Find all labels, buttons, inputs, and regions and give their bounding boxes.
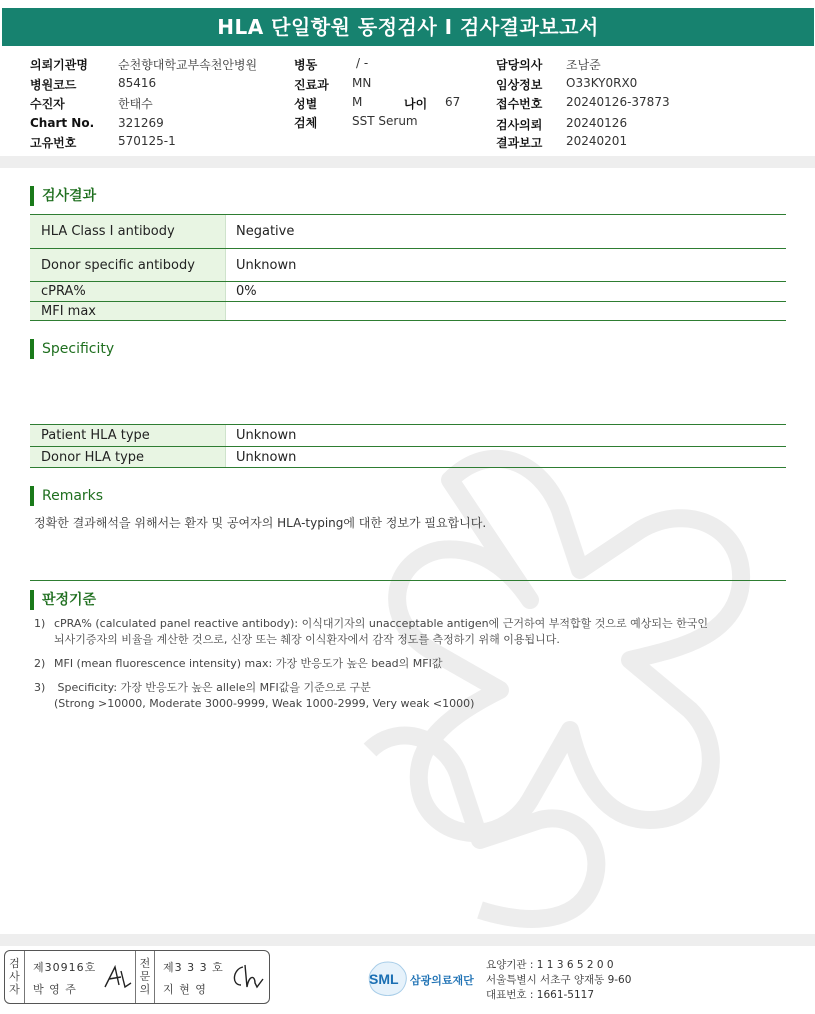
- label-clinical-info: 임상정보: [496, 78, 543, 92]
- row-label: MFI max: [30, 302, 226, 320]
- item-line: cPRA% (calculated panel reactive antibody): 이식대기자의 unacceptable antigen에 근거하여 부적합할 것으로 예상되는 한국인: [54, 617, 708, 630]
- label-requesting-institution: 의뢰기관명: [30, 58, 88, 72]
- reviewer-label: 전문의: [139, 957, 151, 996]
- org-address: 서울특별시 서초구 양재동 9-60: [486, 974, 632, 986]
- remarks-section-title: Remarks: [30, 486, 103, 506]
- sml-logo-mark-icon: [366, 960, 410, 996]
- label-receipt-no: 접수번호: [496, 97, 543, 111]
- label-chart-no: Chart No.: [30, 116, 95, 130]
- label-hospital-code: 병원코드: [30, 78, 77, 92]
- criteria-section-title: 판정기준: [30, 590, 96, 610]
- row-label: HLA Class I antibody: [30, 215, 226, 248]
- tester-vertical-label: [5, 951, 25, 1003]
- divider-band: [0, 156, 815, 168]
- value-age: 67: [445, 95, 461, 109]
- label-department: 진료과: [294, 78, 329, 92]
- results-table: [30, 214, 786, 321]
- value-receipt-no: 20240126-37873: [566, 95, 670, 109]
- item-number: 3): [34, 681, 46, 694]
- row-value: Unknown: [236, 257, 297, 273]
- value-doctor: 조남준: [566, 58, 601, 72]
- signature-box: [4, 950, 270, 1004]
- table-row: [30, 301, 786, 321]
- org-phone: 대표번호 : 1661-5117: [486, 989, 595, 1001]
- value-requesting-institution: 순천향대학교부속천안병원: [118, 58, 258, 72]
- label-unique-id: 고유번호: [30, 136, 77, 150]
- label-doctor: 담당의사: [496, 58, 543, 72]
- value-patient: 한태수: [118, 97, 153, 111]
- table-row: [30, 214, 786, 248]
- specificity-table: [30, 424, 786, 468]
- list-item: [34, 616, 774, 648]
- table-row: [30, 281, 786, 301]
- list-item: [34, 656, 774, 672]
- item-number: 1): [34, 617, 46, 630]
- specificity-section-title: Specificity: [30, 339, 114, 359]
- value-unique-id: 570125-1: [118, 134, 176, 148]
- reviewer-vertical-label: [135, 951, 155, 1003]
- list-item: [34, 680, 774, 712]
- value-specimen: SST Serum: [352, 114, 418, 128]
- footer-band: [0, 934, 815, 946]
- value-department: MN: [352, 76, 372, 90]
- row-value: 0%: [236, 284, 257, 299]
- item-line: Specificity: 가장 반응도가 높은 allele의 MFI값을 기준으로 구분: [54, 681, 371, 694]
- label-specimen: 검체: [294, 116, 318, 130]
- label-age: 나이: [404, 97, 428, 111]
- item-line: (Strong >10000, Moderate 3000-9999, Weak 1000-2999, Very weak <1000): [54, 697, 475, 710]
- tester-license-no: 제30916호: [33, 961, 97, 974]
- label-test-request: 검사의뢰: [496, 118, 543, 132]
- row-label: Patient HLA type: [30, 425, 226, 446]
- value-sex: M: [352, 95, 363, 109]
- results-section-title: 검사결과: [30, 186, 96, 206]
- org-code: 요양기관 : 1 1 3 6 5 2 0 0: [486, 959, 614, 971]
- table-row: [30, 424, 786, 446]
- value-test-request: 20240126: [566, 116, 628, 130]
- item-line: 뇌사기증자의 비율을 계산한 것으로, 신장 또는 췌장 이식환자에서 감작 정도를 측정하기 위해 이용됩니다.: [54, 633, 560, 646]
- label-ward: 병동: [294, 58, 318, 72]
- row-label: cPRA%: [30, 282, 226, 301]
- reviewer-license-no: 제3 3 3 호: [163, 961, 224, 974]
- report-title: HLA 단일항원 동정검사 I 검사결과보고서: [2, 8, 814, 46]
- item-number: 2): [34, 657, 46, 670]
- patient-header: [0, 54, 815, 154]
- reviewer-signature-icon: [227, 961, 265, 993]
- tester-signature-icon: [101, 963, 135, 993]
- org-info: [486, 958, 631, 1003]
- remarks-text: 정확한 결과해석을 위해서는 환자 및 공여자의 HLA-typing에 대한 정보가 필요합니다.: [34, 516, 487, 530]
- row-label: Donor specific antibody: [30, 249, 226, 281]
- value-ward: / -: [356, 56, 369, 70]
- value-hospital-code: 85416: [118, 76, 157, 90]
- value-chart-no: 321269: [118, 116, 164, 130]
- label-result-report: 결과보고: [496, 136, 543, 150]
- section-divider: [30, 580, 786, 581]
- row-value: [226, 302, 786, 320]
- row-value: Unknown: [236, 428, 297, 443]
- row-value: Negative: [236, 224, 295, 239]
- value-clinical-info: O33KY0RX0: [566, 76, 638, 90]
- criteria-list: [34, 616, 774, 720]
- label-sex: 성별: [294, 97, 318, 111]
- tester-name: 박 영 주: [33, 983, 77, 996]
- table-row: [30, 248, 786, 281]
- item-line: MFI (mean fluorescence intensity) max: 가장 반응도가 높은 bead의 MFI값: [54, 657, 443, 670]
- tester-label: 검사자: [9, 957, 20, 996]
- label-patient: 수진자: [30, 97, 65, 111]
- value-result-report: 20240201: [566, 134, 628, 148]
- org-name: 삼광의료재단: [410, 974, 474, 987]
- row-label: Donor HLA type: [30, 447, 226, 467]
- table-row: [30, 446, 786, 468]
- sml-logo-text: SML: [369, 971, 399, 987]
- reviewer-name: 지 현 영: [163, 983, 207, 996]
- row-value: Unknown: [236, 449, 297, 465]
